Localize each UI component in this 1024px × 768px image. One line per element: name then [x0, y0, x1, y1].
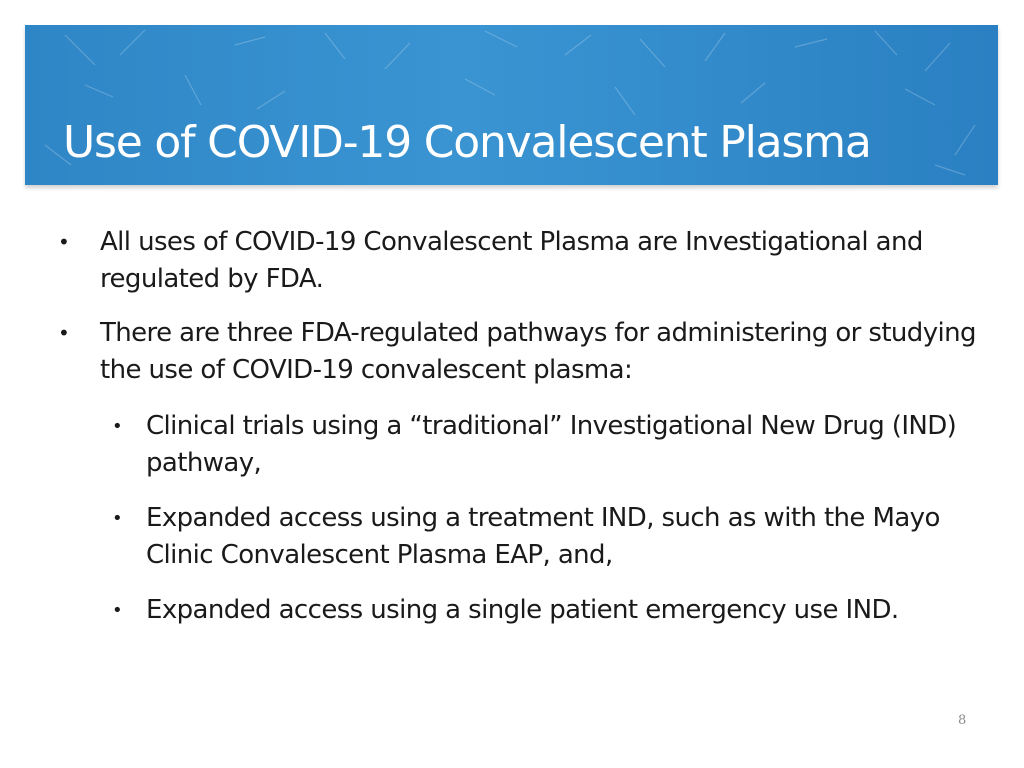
sub-bullet-item: [112, 592, 996, 629]
bullet-dot-icon: •: [58, 321, 70, 345]
sub-bullet-item: [112, 500, 996, 574]
bullet-text: There are three FDA-regulated pathways for administering or studying the use of COVID-19 convalescent plasma:: [100, 318, 976, 385]
bullet-text: Expanded access using a treatment IND, such as with the Mayo Clinic Convalescent Plasma EAP, and,: [146, 503, 940, 570]
bullet-item: [58, 315, 990, 389]
bullet-text: All uses of COVID-19 Convalescent Plasma are Investigational and regulated by FDA.: [100, 227, 923, 294]
page-number: 8: [958, 713, 967, 728]
bullet-dot-icon: •: [58, 230, 70, 254]
bullet-text: Clinical trials using a “traditional” Investigational New Drug (IND) pathway,: [146, 411, 957, 478]
sub-bullet-item: [112, 408, 996, 482]
bullet-dot-icon: •: [112, 508, 123, 529]
slide-title: Use of COVID-19 Convalescent Plasma: [63, 117, 871, 168]
bullet-dot-icon: •: [112, 416, 123, 437]
bullet-item: [58, 224, 990, 298]
bullet-text: Expanded access using a single patient emergency use IND.: [146, 595, 899, 625]
bullet-dot-icon: •: [112, 600, 123, 621]
